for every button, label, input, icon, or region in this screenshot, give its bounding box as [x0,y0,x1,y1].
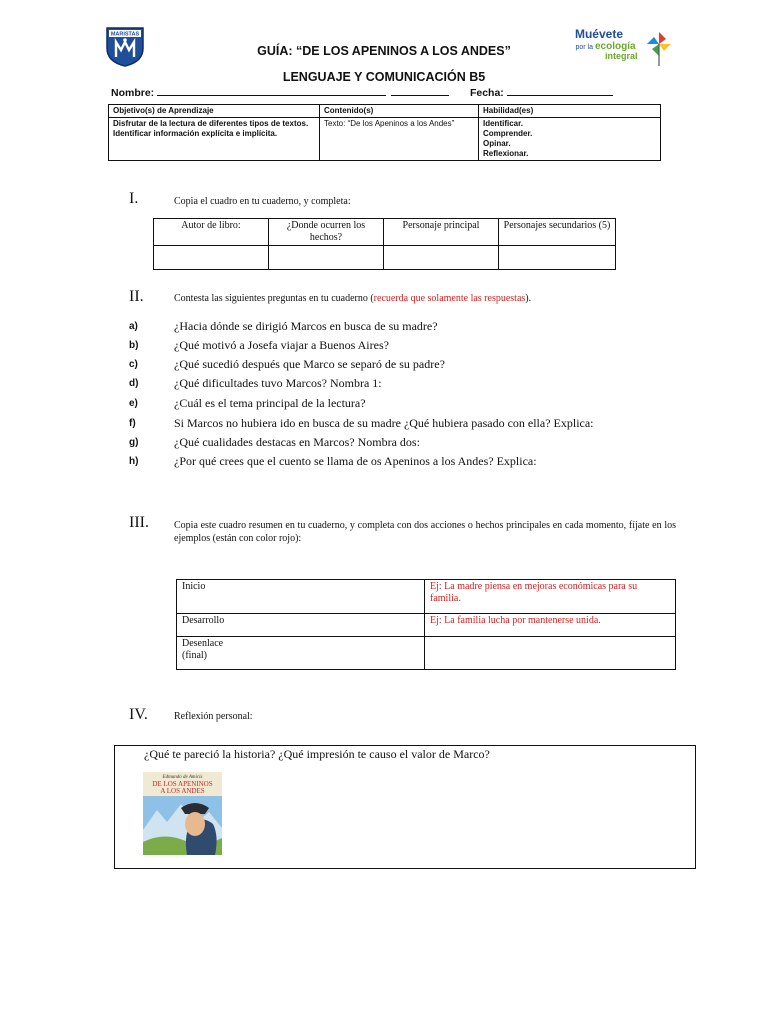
section4-instruction: Reflexión personal: [174,711,253,722]
place-header: ¿Donde ocurren los hechos? [269,219,384,246]
question-letter: h) [129,456,139,467]
skills-cell [479,118,661,161]
section2-instruction-end: ). [525,293,532,304]
section3-instruction: Copia este cuadro resumen en tu cuaderno, y completa con dos acciones o hechos principales en cada momento, fíjate en los ejemplos (están con color rojo): [174,520,676,544]
campaign-logo-line1: Muévete [574,27,623,41]
section1-numeral: I. [129,190,139,207]
question-text: ¿Por qué crees que el cuento se llama de os Apeninos a los Andes? Explica: [174,454,537,468]
skill-item: Comprender. [483,129,533,138]
question-letter: e) [129,398,138,409]
page-subtitle: LENGUAJE Y COMUNICACIÓN B5 [282,70,486,84]
author-answer-cell[interactable] [154,246,269,270]
stage-cell [177,580,425,614]
objectives-table [108,104,661,161]
section2-instruction [174,293,531,304]
objectives-header: Objetivo(s) de Aprendizaje [109,105,320,118]
section1-instruction: Copia el cuadro en tu cuaderno, y completa: [174,196,351,207]
example-cell[interactable]: Ej: La familia lucha por mantenerse unida. [425,614,676,637]
place-answer-cell[interactable] [269,246,384,270]
question-letter: g) [129,437,139,448]
question-text: ¿Qué dificultades tuvo Marcos? Nombra 1: [174,376,382,390]
main-character-answer-cell[interactable] [384,246,499,270]
page-title: GUÍA: “DE LOS APENINOS A LOS ANDES” [257,44,511,58]
author-header: Autor de libro: [154,219,269,246]
question-text: ¿Qué sucedió después que Marco se separó de su padre? [174,357,445,371]
stage-label: Desenlace [182,638,224,649]
main-character-header: Personaje principal [384,219,499,246]
question-letter: b) [129,340,139,351]
name-label: Nombre: [111,87,155,99]
school-logo-text: MARISTAS [110,31,140,38]
date-label: Fecha: [469,87,504,99]
question-text: Si Marcos no hubiera ido en busca de su madre ¿Qué hubiera pasado con ella? Explica: [174,416,594,430]
secondary-characters-header: Personajes secundarios (5) [499,219,616,246]
section2-numeral: II. [129,288,144,305]
book-cover-author: Edmundo de Amicis [162,775,203,780]
campaign-logo-line2b: ecología [595,41,636,52]
section1-table [153,218,616,270]
section4-numeral: IV. [129,706,148,723]
example-cell[interactable]: Ej: La madre piensa en mejoras económicas para su familia. [425,580,676,614]
name-date-line [111,86,613,99]
book-cover-title-1: DE LOS APENINOS [152,780,213,788]
secondary-characters-answer-cell[interactable] [499,246,616,270]
section2-instruction-text: Contesta las siguientes preguntas en tu cuaderno ( [174,293,374,304]
section2-instruction-red: recuerda que solamente las respuestas [373,293,526,304]
objectives-cell [109,118,320,161]
course-field[interactable] [391,86,449,96]
book-cover-image [143,772,222,855]
question-text: ¿Qué motivó a Josefa viajar a Buenos Aires? [174,338,389,352]
campaign-logo-line3: integral [605,51,638,61]
campaign-logo-line2a: por la [575,44,593,51]
summary-table [176,579,676,670]
stage-cell [177,637,425,670]
section3-numeral: III. [129,514,149,531]
book-cover-title-2: A LOS ANDES [160,787,205,795]
question-letter: d) [129,378,139,389]
stage-cell [177,614,425,637]
content-header: Contenido(s) [320,105,479,118]
skill-item: Opinar. [483,139,511,148]
objective-item: Disfrutar de la lectura de diferentes tipos de textos. [113,119,309,128]
question-letter: f) [129,418,136,429]
question-letter: a) [129,321,138,332]
question-text: ¿Qué cualidades destacas en Marcos? Nombra dos: [174,435,420,449]
stage-label: Desarrollo [182,615,225,626]
skills-header: Habilidad(es) [479,105,661,118]
example-cell[interactable] [425,637,676,670]
question-letter: c) [129,359,138,370]
skill-item: Reflexionar. [483,149,529,158]
objective-item: Identificar información explícita e implícita. [113,129,278,138]
stage-label-sub: (final) [182,650,207,661]
skill-item: Identificar. [483,119,524,128]
content-cell: Texto: “De los Apeninos a los Andes” [320,118,479,161]
question-text: ¿Hacia dónde se dirigió Marcos en busca de su madre? [174,319,438,333]
date-field[interactable] [507,86,613,96]
reflection-question: ¿Qué te pareció la historia? ¿Qué impresión te causo el valor de Marco? [144,747,490,761]
question-text: ¿Cuál es el tema principal de la lectura? [174,396,366,410]
name-field[interactable] [157,86,386,96]
stage-label: Inicio [182,581,206,592]
